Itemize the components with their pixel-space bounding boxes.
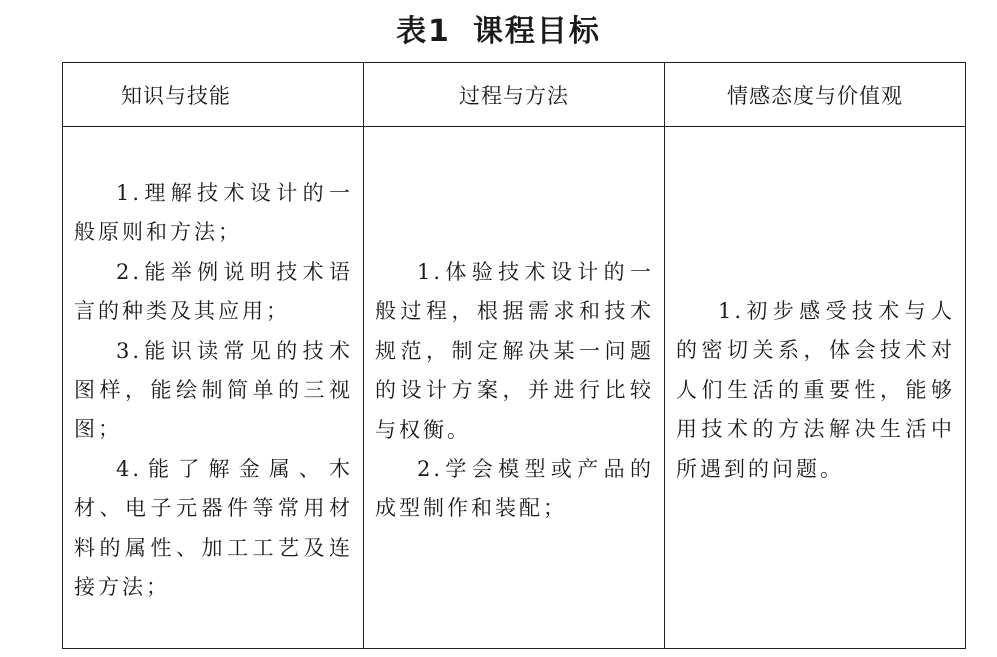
list-item: 3.能识读常见的技术图样，能绘制简单的三视图； <box>74 338 353 442</box>
table-title: 课程目标 <box>472 14 601 49</box>
header-attitude-values: 情感态度与价值观 <box>665 63 965 127</box>
list-item: 1.理解技术设计的一般原则和方法； <box>74 181 353 245</box>
column-attitude-values <box>665 127 965 648</box>
course-goals-table <box>62 62 966 648</box>
table-bottom-border <box>62 648 966 649</box>
header-knowledge-skills: 知识与技能 <box>63 63 364 127</box>
list-item: 4.能了解金属、木材、电子元器件等常用材料的属性、加工工艺及连接方法； <box>74 456 353 600</box>
list-item: 1.体验技术设计的一般过程，根据需求和技术规范，制定解决某一问题的设计方案，并进行比较与权衡。 <box>375 260 654 442</box>
list-item: 1.初步感受技术与人的密切关系，体会技术对人们生活的重要性，能够用技术的方法解决生活中所遇到的问题。 <box>676 299 955 481</box>
table-number: 表1 <box>396 14 451 49</box>
list-item: 2.能举例说明技术语言的种类及其应用； <box>74 259 353 324</box>
column-knowledge-skills <box>63 127 364 648</box>
list-item: 2.学会模型或产品的成型制作和装配； <box>375 457 654 521</box>
table-caption <box>0 10 997 54</box>
header-process-methods: 过程与方法 <box>364 63 665 127</box>
column-process-methods <box>364 127 665 648</box>
